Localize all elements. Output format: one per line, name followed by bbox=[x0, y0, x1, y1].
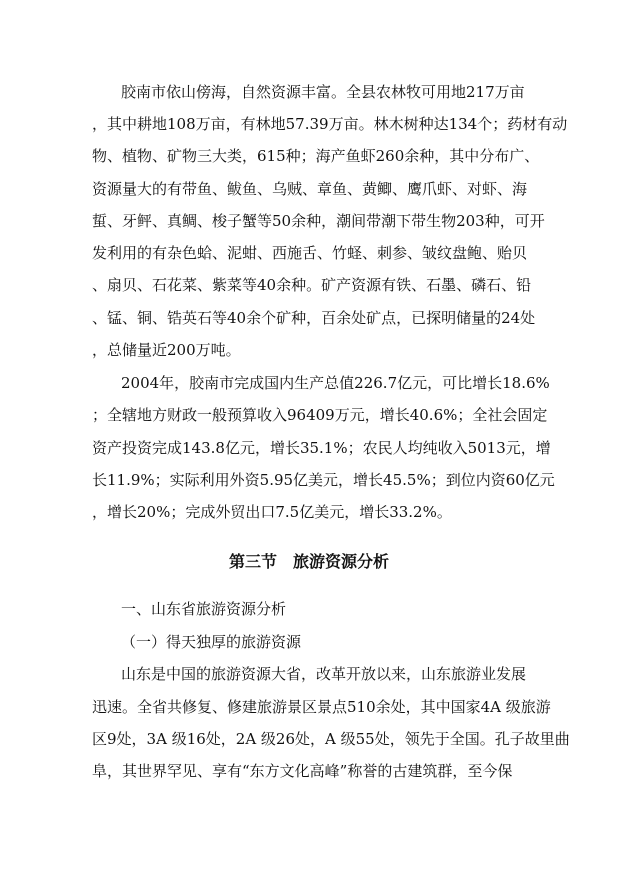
paragraph-2-line-2: ；全辖地方财政一般预算收入96409万元，增长40.6%；全社会固定 bbox=[92, 406, 548, 424]
paragraph-2-line-5: ，增长20%；完成外贸出口7.5亿美元，增长33.2%。 bbox=[92, 503, 452, 521]
paragraph-3-line-1: 山东是中国的旅游资源大省，改革开放以来，山东旅游业发展 bbox=[121, 665, 527, 683]
paragraph-1-line-6: 发利用的有杂色蛤、泥蚶、西施舌、竹蛏、刺参、皱纹盘鲍、贻贝 bbox=[92, 244, 528, 262]
paragraph-3-line-4: 阜，其世界罕见、享有“东方文化高峰”称誉的古建筑群，至今保 bbox=[92, 762, 513, 780]
paragraph-2-line-4: 长11.9%；实际利用外资5.95亿美元，增长45.5%；到位内资60亿元 bbox=[92, 471, 555, 489]
paragraph-1-line-9: ，总储量近200万吨。 bbox=[92, 341, 241, 359]
subheading-1: 一、山东省旅游资源分析 bbox=[121, 600, 287, 618]
subheading-2: （一）得天独厚的旅游资源 bbox=[121, 633, 302, 651]
paragraph-1-line-8: 、锰、铜、锆英石等40余个矿种，百余处矿点，已探明储量的24处 bbox=[92, 309, 536, 327]
paragraph-3-line-3: 区9处，3A 级16处，2A 级26处，A 级55处，领先于全国。孔子故里曲 bbox=[92, 730, 570, 748]
paragraph-1-line-1: 胶南市依山傍海，自然资源丰富。全县农林牧可用地217万亩 bbox=[121, 83, 525, 101]
paragraph-2-line-3: 资产投资完成143.8亿元，增长35.1%；农民人均纯收入5013元，增 bbox=[92, 439, 551, 457]
paragraph-1-line-7: 、扇贝、石花菜、紫菜等40余种。矿产资源有铁、石墨、磷石、铅 bbox=[92, 276, 532, 294]
paragraph-2-line-1: 2004年，胶南市完成国内生产总值226.7亿元，可比增长18.6% bbox=[121, 374, 550, 392]
paragraph-3-line-2: 迅速。全省共修复、修建旅游景区景点510余处，其中国家4A 级旅游 bbox=[92, 698, 551, 716]
paragraph-1-line-5: 蜇、牙鲆、真鲷、梭子蟹等50余种，潮间带潮下带生物203种，可开 bbox=[92, 212, 545, 230]
section-title: 第三节 旅游资源分析 bbox=[229, 552, 390, 571]
paragraph-1-line-4: 资源量大的有带鱼、鲅鱼、乌贼、章鱼、黄鲫、鹰爪虾、对虾、海 bbox=[92, 180, 528, 198]
paragraph-1-line-2: ，其中耕地108万亩，有林地57.39万亩。林木树种达134个；药材有动 bbox=[92, 115, 568, 133]
paragraph-1-line-3: 物、植物、矿物三大类，615种；海产鱼虾260余种，其中分布广、 bbox=[92, 147, 540, 165]
